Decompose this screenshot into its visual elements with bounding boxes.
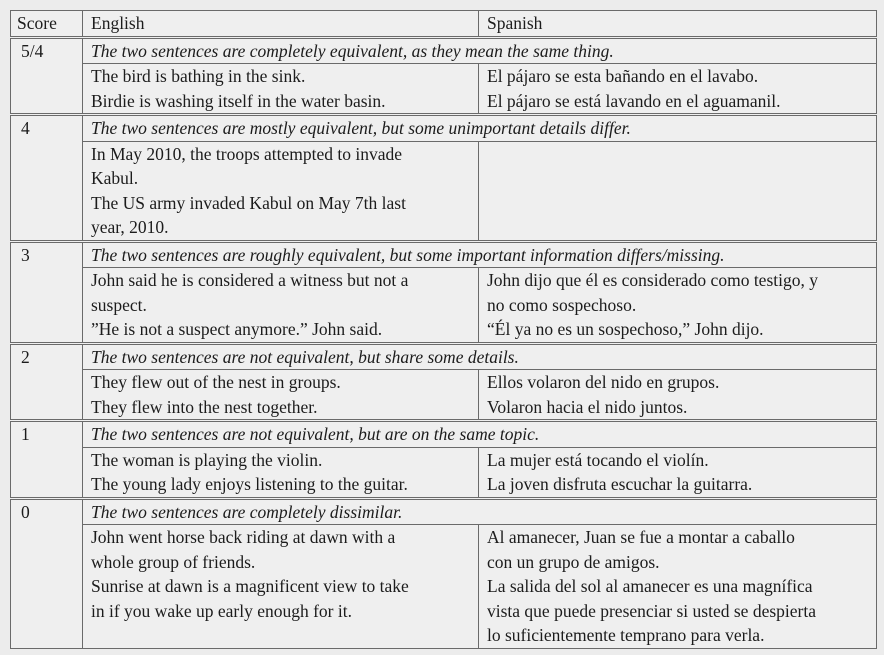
english-sentence-line: The young lady enjoys listening to the guitar.	[91, 474, 408, 494]
score-cell: 2	[11, 343, 83, 421]
english-sentence-line: The US army invaded Kabul on May 7th last	[91, 192, 406, 213]
spanish-sentence-line: El pájaro se esta bañando en el lavabo.	[487, 66, 759, 86]
english-sentence-line: John said he is considered a witness but not a	[91, 270, 409, 290]
spanish-example-cell	[479, 447, 877, 498]
example-row	[11, 447, 877, 498]
english-example-cell	[83, 268, 479, 344]
spanish-sentence-line: Ellos volaron del nido en grupos.	[487, 372, 720, 392]
score-description: The two sentences are completely equivalent, as they mean the same thing.	[83, 37, 877, 64]
english-example-cell	[83, 447, 479, 498]
english-example-cell	[83, 370, 479, 421]
spanish-example-cell	[479, 525, 877, 649]
similarity-score-table	[10, 10, 877, 649]
english-sentence-line: Sunrise at dawn is a magnificent view to take	[91, 576, 409, 596]
english-example-cell	[83, 141, 479, 241]
score-cell: 3	[11, 241, 83, 343]
spanish-sentence-line: La mujer está tocando el violín.	[487, 449, 709, 470]
header-row	[11, 11, 877, 38]
spanish-sentence-line: no como sospechoso.	[487, 294, 637, 315]
english-sentence-line: in if you wake up early enough for it.	[91, 600, 352, 621]
score-cell: 1	[11, 421, 83, 499]
description-row	[11, 498, 877, 525]
example-row	[11, 525, 877, 649]
spanish-sentence-line: John dijo que él es considerado como testigo, y	[487, 270, 818, 290]
spanish-sentence-line: La joven disfruta escuchar la guitarra.	[487, 474, 753, 494]
english-sentence-line: year, 2010.	[91, 217, 169, 237]
english-sentence-line: They flew out of the nest in groups.	[91, 372, 341, 392]
example-row	[11, 370, 877, 421]
english-sentence-line: The bird is bathing in the sink.	[91, 66, 306, 86]
spanish-sentence-line: lo suficientemente temprano para verla.	[487, 625, 765, 645]
english-example-cell	[83, 64, 479, 115]
spanish-sentence-line: vista que puede presenciar si usted se despierta	[487, 600, 816, 621]
spanish-sentence-line: Volaron hacia el nido juntos.	[487, 396, 688, 417]
score-group	[11, 498, 877, 648]
spanish-sentence-line: La salida del sol al amanecer es una magnífica	[487, 576, 813, 596]
spanish-example-cell	[479, 370, 877, 421]
spanish-sentence-line: El pájaro se está lavando en el aguamanil.	[487, 90, 781, 111]
score-description: The two sentences are not equivalent, but are on the same topic.	[83, 421, 877, 448]
example-row	[11, 64, 877, 115]
score-cell: 4	[11, 115, 83, 242]
score-group	[11, 115, 877, 242]
header-english: English	[83, 11, 479, 38]
score-description: The two sentences are completely dissimilar.	[83, 498, 877, 525]
score-group	[11, 241, 877, 343]
english-sentence-line: Kabul.	[91, 168, 139, 188]
description-row	[11, 37, 877, 64]
description-row	[11, 421, 877, 448]
description-row	[11, 115, 877, 142]
english-sentence-line: In May 2010, the troops attempted to invade	[91, 143, 403, 164]
header-spanish: Spanish	[479, 11, 877, 38]
english-sentence-line: ”He is not a suspect anymore.” John said.	[91, 319, 383, 339]
english-sentence-line: The woman is playing the violin.	[91, 449, 323, 470]
spanish-example-cell	[479, 141, 877, 241]
description-row	[11, 343, 877, 370]
english-sentence-line: Birdie is washing itself in the water basin.	[91, 90, 386, 111]
description-row	[11, 241, 877, 268]
example-row	[11, 141, 877, 241]
score-description: The two sentences are not equivalent, but share some details.	[83, 343, 877, 370]
english-sentence-line: John went horse back riding at dawn with a	[91, 527, 396, 547]
spanish-example-cell	[479, 268, 877, 344]
score-cell: 5/4	[11, 37, 83, 115]
english-sentence-line: They flew into the nest together.	[91, 396, 318, 417]
english-example-cell	[83, 525, 479, 649]
example-row	[11, 268, 877, 344]
header-score: Score	[11, 11, 83, 38]
score-description: The two sentences are mostly equivalent, but some unimportant details differ.	[83, 115, 877, 142]
score-cell: 0	[11, 498, 83, 648]
spanish-sentence-line: “Él ya no es un sospechoso,” John dijo.	[487, 319, 764, 339]
spanish-sentence-line: Al amanecer, Juan se fue a montar a caballo	[487, 527, 795, 547]
score-description: The two sentences are roughly equivalent, but some important information differs/missing.	[83, 241, 877, 268]
score-group	[11, 343, 877, 421]
spanish-example-cell	[479, 64, 877, 115]
english-sentence-line: suspect.	[91, 294, 147, 315]
english-sentence-line: whole group of friends.	[91, 551, 256, 572]
score-group	[11, 37, 877, 115]
score-group	[11, 421, 877, 499]
spanish-sentence-line: con un grupo de amigos.	[487, 551, 660, 572]
